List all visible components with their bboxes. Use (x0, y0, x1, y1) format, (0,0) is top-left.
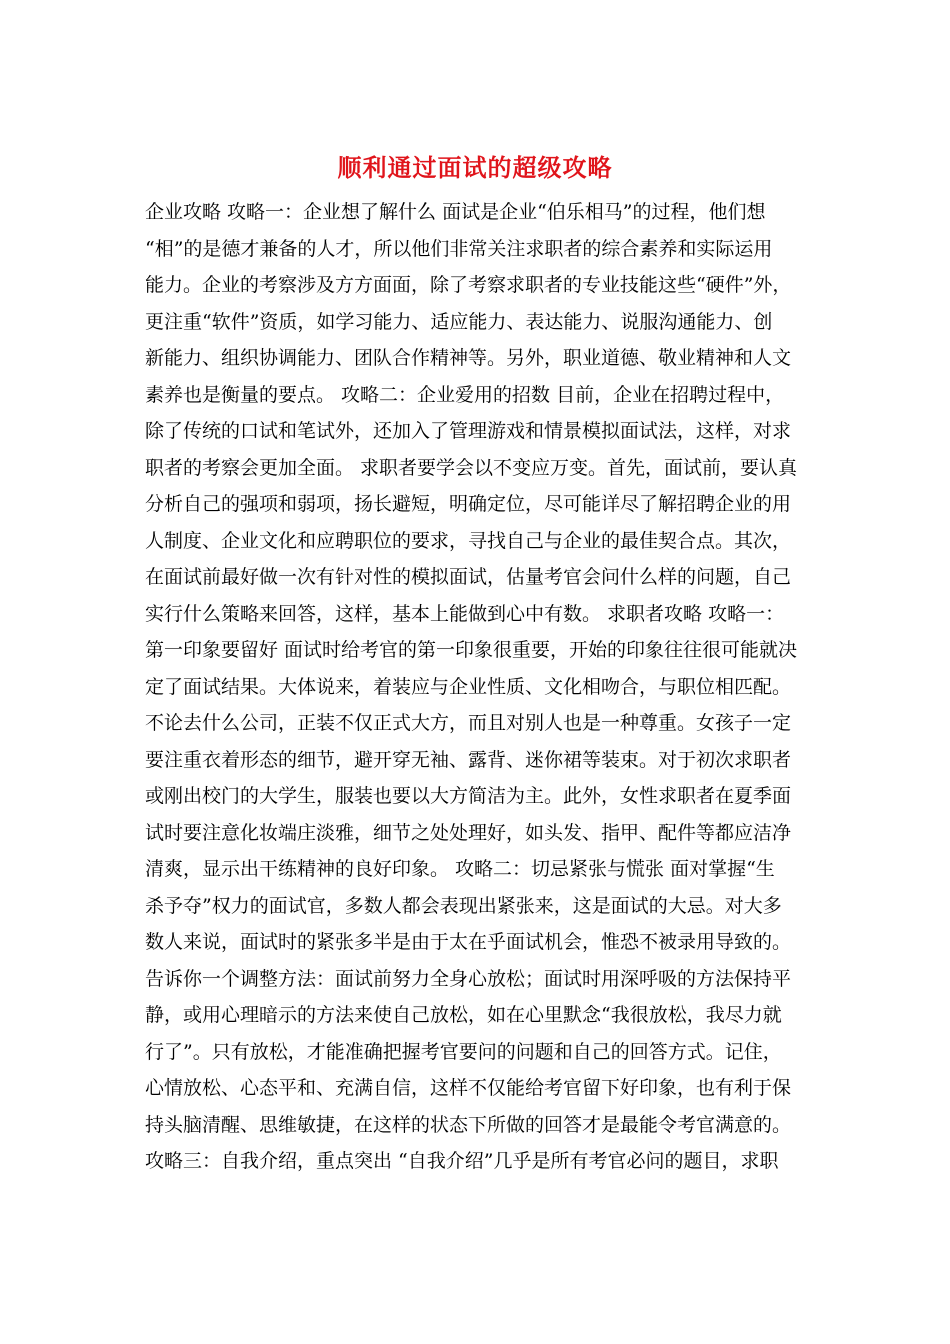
body-line: 要注重衣着形态的细节，避开穿无袖、露背、迷你裙等装束。对于初次求职者 (145, 748, 792, 771)
body-line: 清爽，显示出干练精神的良好印象。 攻略二：切忌紧张与慌张 面对掌握“生 (145, 858, 775, 880)
body-line: 第一印象要留好 面试时给考官的第一印象很重要，开始的印象往往很可能就决 (145, 639, 798, 661)
body-line: 职者的考察会更加全面。 求职者要学会以不变应万变。首先，面试前，要认真 (145, 456, 798, 479)
body-line: 持头脑清醒、思维敏捷，在这样的状态下所做的回答才是最能令考官满意的。 (145, 1113, 792, 1136)
body-line: 分析自己的强项和弱项，扬长避短，明确定位，尽可能详尽了解招聘企业的用 (145, 493, 792, 515)
body-line: 告诉你一个调整方法：面试前努力全身心放松；面试时用深呼吸的方法保持平 (145, 967, 792, 990)
body-line: 素养也是衡量的要点。 攻略二：企业爱用的招数 目前，企业在招聘过程中， (145, 383, 785, 406)
body-line: 实行什么策略来回答，这样，基本上能做到心中有数。 求职者攻略 攻略一： (145, 602, 785, 625)
body-line: 在面试前最好做一次有针对性的模拟面试，估量考官会问什么样的问题，自己 (145, 566, 792, 588)
body-line: 攻略三：自我介绍，重点突出 “自我介绍”几乎是所有考官必问的题目，求职 (145, 1150, 779, 1172)
body-line: 试时要注意化妆端庄淡雅，细节之处处理好，如头发、指甲、配件等都应洁净 (145, 821, 792, 844)
body-line: “相”的是德才兼备的人才，所以他们非常关注求职者的综合素养和实际运用 (145, 237, 773, 260)
document-title: 顺利通过面试的超级攻略 (337, 154, 613, 182)
body-line: 能力。企业的考察涉及方方面面，除了考察求职者的专业技能这些“硬件”外， (145, 274, 792, 296)
body-line: 或刚出校门的大学生，服装也要以大方简洁为主。此外，女性求职者在夏季面 (145, 785, 792, 807)
body-line: 杀予夺”权力的面试官，多数人都会表现出紧张来，这是面试的大忌。对大多 (145, 894, 782, 917)
body-line: 心情放松、心态平和、充满自信，这样不仅能给考官留下好印象，也有利于保 (145, 1077, 792, 1099)
document-body (145, 194, 810, 1180)
body-line: 数人来说，面试时的紧张多半是由于太在乎面试机会，惟恐不被录用导致的。 (145, 931, 792, 953)
body-line: 静，或用心理暗示的方法来使自己放松，如在心里默念“我很放松，我尽力就 (145, 1004, 782, 1026)
body-line: 企业攻略 攻略一：企业想了解什么 面试是企业“伯乐相马”的过程，他们想 (145, 201, 766, 223)
body-line: 定了面试结果。大体说来，着装应与企业性质、文化相吻合，与职位相匹配。 (145, 675, 792, 698)
body-line: 新能力、组织协调能力、团队合作精神等。另外，职业道德、敬业精神和人文 (145, 347, 792, 369)
body-line: 行了”。只有放松，才能准确把握考官要问的问题和自己的回答方式。记住， (145, 1040, 782, 1063)
body-line: 除了传统的口试和笔试外，还加入了管理游戏和情景模拟面试法，这样，对求 (145, 420, 792, 442)
body-line: 更注重“软件”资质，如学习能力、适应能力、表达能力、说服沟通能力、创 (145, 310, 773, 333)
body-line: 人制度、企业文化和应聘职位的要求，寻找自己与企业的最佳契合点。其次， (145, 529, 792, 552)
body-line: 不论去什么公司，正装不仅正式大方，而且对别人也是一种尊重。女孩子一定 (145, 712, 792, 734)
